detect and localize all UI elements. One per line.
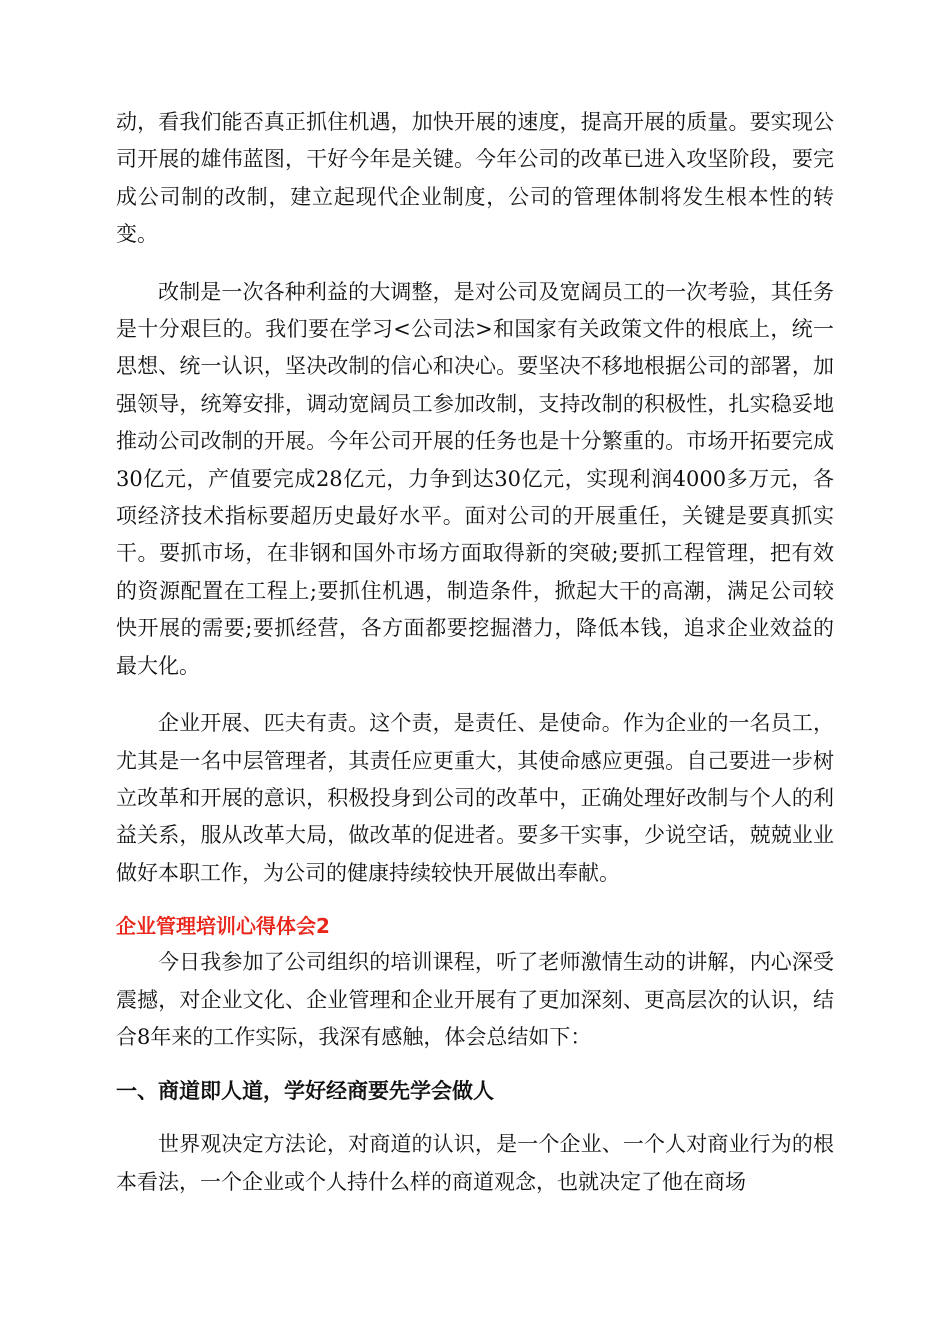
paragraph-reform: 改制是一次各种利益的大调整，是对公司及宽阔员工的一次考验，其任务是十分艰巨的。我们要在学习<公司法>和国家有关政策文件的根底上，统一思想、统一认识，坚决改制的信心和决心。要坚决不移地根据公司的部署，加强领导，统筹安排，调动宽阔员工参加改制，支持改制的积极性，扎实稳妥地推动公司改制的开展。今年公司开展的任务也是十分繁重的。市场开拓要完成30亿元，产值要完成28亿元，力争到达30亿元，实现利润4000多万元，各项经济技术指标要超历史最好水平。面对公司的开展重任，关键是要真抓实干。要抓市场，在非钢和国外市场方面取得新的突破;要抓工程管理，把有效的资源配置在工程上;要抓住机遇，制造条件，掀起大干的高潮，满足公司较快开展的需要;要抓经营，各方面都要挖掘潜力，降低本钱，追求企业效益的最大化。	[116, 279, 834, 678]
paragraph-training-intro: 今日我参加了公司组织的培训课程，听了老师激情生动的讲解，内心深受震撼，对企业文化、企业管理和企业开展有了更加深刻、更高层次的认识，结合8年来的工作实际，我深有感触，体会总结如下：	[116, 950, 834, 1049]
paragraph-responsibility: 企业开展、匹夫有责。这个责，是责任、是使命。作为企业的一名员工，尤其是一名中层管理者，其责任应更重大，其使命感应更强。自己要进一步树立改革和开展的意识，积极投身到公司的改革中，正确处理好改制与个人的利益关系，服从改革大局，做改革的促进者。要多干实事，少说空话，兢兢业业做好本职工作，为公司的健康持续较快开展做出奉献。	[116, 711, 834, 885]
section-title: 企业管理培训心得体会2	[116, 914, 330, 939]
paragraph-worldview: 世界观决定方法论，对商道的认识，是一个企业、一个人对商业行为的根本看法，一个企业或个人持什么样的商道观念，也就决定了他在商场	[116, 1132, 834, 1194]
subheading-business-ethics: 一、商道即人道，学好经商要先学会做人	[116, 1079, 494, 1104]
document-page	[116, 104, 834, 1201]
paragraph-continuation: 动，看我们能否真正抓住机遇，加快开展的速度，提高开展的质量。要实现公司开展的雄伟蓝图，干好今年是关键。今年公司的改革已进入攻坚阶段，要完成公司制的改制，建立起现代企业制度，公司的管理体制将发生根本性的转变。	[116, 110, 834, 247]
